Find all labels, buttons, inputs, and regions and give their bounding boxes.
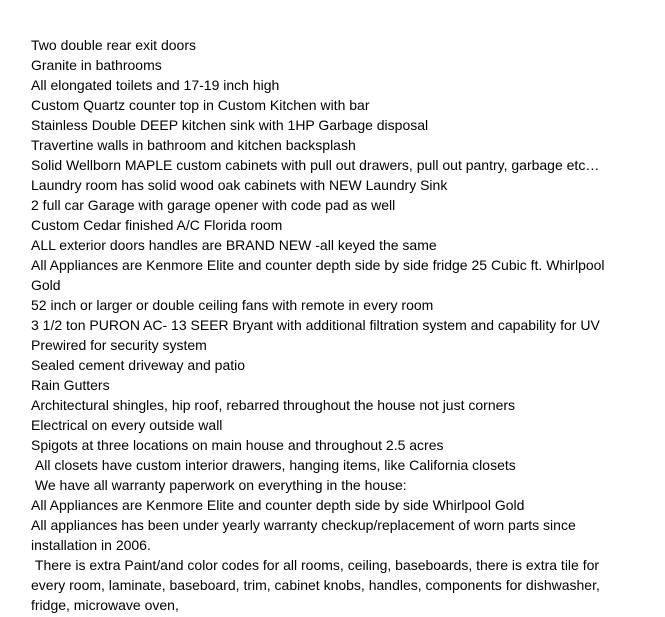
list-item: Custom Cedar finished A/C Florida room [31, 217, 283, 233]
list-item: 3 1/2 ton PURON AC- 13 SEER Bryant with additional filtration system and capability for UV [31, 317, 600, 333]
feature-list [31, 35, 636, 615]
list-item: Travertine walls in bathroom and kitchen backsplash [31, 137, 356, 153]
list-item: Two double rear exit doors [31, 37, 196, 53]
list-item: We have all warranty paperwork on everything in the house: [31, 477, 407, 493]
list-item: Sealed cement driveway and patio [31, 357, 246, 373]
list-item: Stainless Double DEEP kitchen sink with 1HP Garbage disposal [31, 117, 429, 133]
list-item: Rain Gutters [31, 377, 110, 393]
list-item: 52 inch or larger or double ceiling fans with remote in every room [31, 297, 434, 313]
list-item: All appliances has been under yearly warranty checkup/replacement of worn parts since installation in 2006. [31, 517, 580, 553]
list-item: Spigots at three locations on main house and throughout 2.5 acres [31, 437, 444, 453]
list-item: There is extra Paint/and color codes for all rooms, ceiling, baseboards, there is extra tile for every room, laminate, baseboard, trim, cabinet knobs, handles, components for dishwasher, fridge, microwave oven, [31, 557, 604, 613]
list-item: Prewired for security system [31, 337, 207, 353]
list-item: ALL exterior doors handles are BRAND NEW -all keyed the same [31, 237, 437, 253]
list-item: All closets have custom interior drawers, hanging items, like California closets [31, 457, 516, 473]
list-item: All Appliances are Kenmore Elite and counter depth side by side Whirlpool Gold [31, 497, 525, 513]
list-item: Laundry room has solid wood oak cabinets with NEW Laundry Sink [31, 177, 448, 193]
list-item: All elongated toilets and 17-19 inch high [31, 77, 280, 93]
list-item: Architectural shingles, hip roof, rebarred throughout the house not just corners [31, 397, 516, 413]
list-item: Granite in bathrooms [31, 57, 162, 73]
list-item: Solid Wellborn MAPLE custom cabinets with pull out drawers, pull out pantry, garbage etc… [31, 157, 600, 173]
list-item: Custom Quartz counter top in Custom Kitchen with bar [31, 97, 370, 113]
list-item: 2 full car Garage with garage opener with code pad as well [31, 197, 396, 213]
list-item: All Appliances are Kenmore Elite and counter depth side by side fridge 25 Cubic ft. Whirlpool Gold [31, 257, 609, 293]
list-item: Electrical on every outside wall [31, 417, 223, 433]
